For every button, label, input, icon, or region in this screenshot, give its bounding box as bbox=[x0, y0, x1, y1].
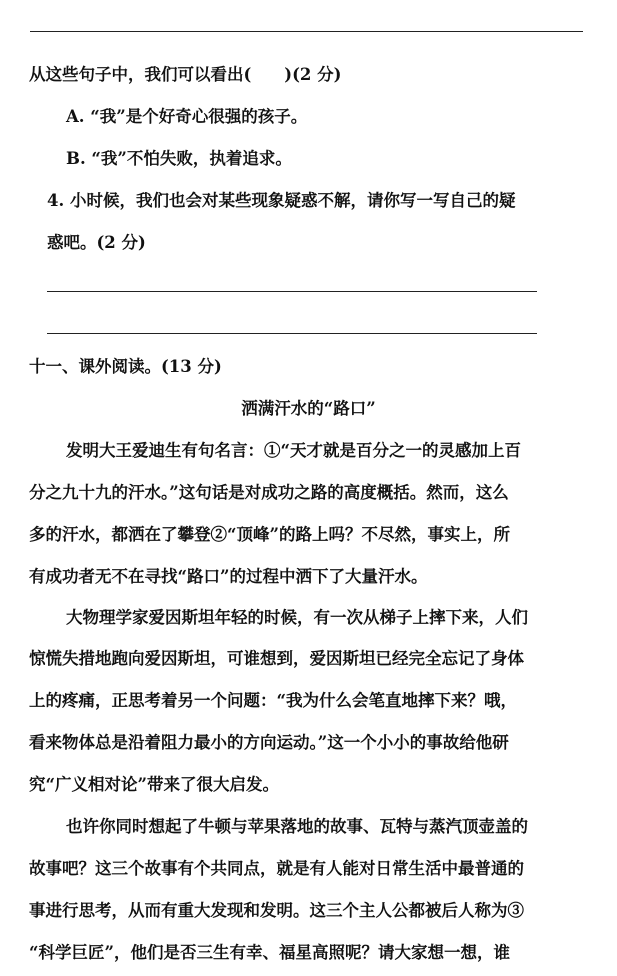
question-3-option-b: B. “我”不怕失败，执着追求。 bbox=[66, 149, 292, 168]
passage-line: 看来物体总是沿着阻力最小的方向运动。”这一个小小的事故给他研 bbox=[29, 733, 509, 752]
answer-line-2[interactable] bbox=[47, 333, 537, 334]
section-heading: 十一、课外阅读。(13 分) bbox=[29, 357, 222, 376]
top-rule bbox=[30, 31, 583, 32]
question-3-stem: 从这些句子中，我们可以看出( )(2 分) bbox=[29, 65, 342, 84]
passage-line: “科学巨匠”，他们是否三生有幸、福星高照呢？请大家想一想，谁 bbox=[29, 943, 510, 962]
passage-line: 也许你同时想起了牛顿与苹果落地的故事、瓦特与蒸汽顶壶盖的 bbox=[66, 817, 528, 836]
question-3-option-a: A. “我”是个好奇心很强的孩子。 bbox=[66, 107, 308, 126]
passage-line: 究“广义相对论”带来了很大启发。 bbox=[29, 775, 279, 794]
question-4-line-2: 惑吧。(2 分) bbox=[47, 233, 146, 252]
passage-line: 大物理学家爱因斯坦年轻的时候，有一次从梯子上摔下来，人们 bbox=[66, 608, 528, 627]
passage-line: 有成功者无不在寻找“路口”的过程中洒下了大量汗水。 bbox=[29, 567, 428, 586]
passage-line: 发明大王爱迪生有句名言：①“天才就是百分之一的灵感加上百 bbox=[66, 441, 521, 460]
passage-line: 惊慌失措地跑向爱因斯坦，可谁想到，爱因斯坦已经完全忘记了身体 bbox=[29, 649, 524, 668]
passage-line: 事进行思考，从而有重大发现和发明。这三个主人公都被后人称为③ bbox=[29, 901, 524, 920]
passage-line: 多的汗水，都洒在了攀登②“顶峰”的路上吗？不尽然，事实上，所 bbox=[29, 525, 510, 544]
question-4-line-1: 4. 小时候，我们也会对某些现象疑惑不解，请你写一写自己的疑 bbox=[47, 191, 516, 210]
passage-line: 分之九十九的汗水。”这句话是对成功之路的高度概括。然而，这么 bbox=[29, 483, 509, 502]
answer-line-1[interactable] bbox=[47, 291, 537, 292]
passage-line: 上的疼痛，正思考着另一个问题：“我为什么会笔直地摔下来？哦， bbox=[29, 691, 517, 710]
passage-line: 故事吧？这三个故事有个共同点，就是有人能对日常生活中最普通的 bbox=[29, 859, 524, 878]
passage-title: 洒满汗水的“路口” bbox=[241, 399, 376, 418]
